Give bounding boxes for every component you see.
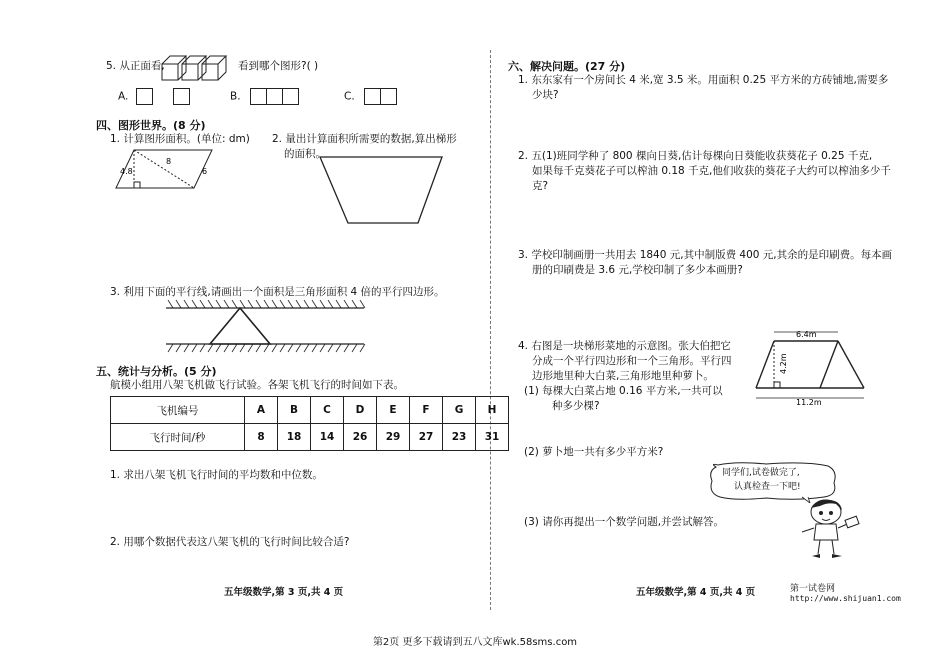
s4-q2-line2: 的面积。 (284, 148, 326, 160)
s6-q2-line1: 2. 五(1)班同学种了 800 棵向日葵,估计每棵向日葵能收获葵花子 0.25 千克, (518, 150, 873, 162)
s4-q1: 1. 计算图形面积。(单位: dm) (110, 133, 250, 145)
q5-suffix: 看到哪个图形?( ) (238, 60, 319, 72)
square-icon (136, 88, 153, 105)
para-side-label: 8 (166, 157, 172, 166)
time-cell: 27 (410, 424, 443, 451)
s6-q4-line3: 边形地里种大白菜,三角形地里种萝卜。 (532, 370, 714, 382)
s6-q2-line2: 如果每千克葵花子可以榨油 0.18 千克,他们收获的葵花子大约可以榨油多少千 (532, 165, 891, 177)
s6-q4-sub3: (3) 请你再提出一个数学问题,并尝试解答。 (524, 516, 725, 528)
plane-cell: D (344, 397, 377, 424)
page-divider (490, 50, 492, 610)
flight-time-table (110, 396, 509, 451)
trap-bottom-label: 11.2m (796, 398, 822, 406)
s6-q4-sub1-line2: 种多少棵? (552, 400, 600, 412)
plane-cell: G (443, 397, 476, 424)
s5-intro: 航模小组用八架飞机做飞行试验。各架飞机飞行的时间如下表。 (110, 379, 404, 391)
s4-q2-line1: 2. 量出计算面积所需要的数据,算出梯形 (272, 133, 457, 145)
left-page-footer: 五年级数学,第 3 页,共 4 页 (224, 587, 344, 598)
s6-q2-line3: 克? (532, 180, 549, 192)
option-c-label: C. (344, 90, 355, 103)
section6-title: 六、解决问题。(27 分) (508, 60, 626, 73)
time-cell: 23 (443, 424, 476, 451)
square-icon (282, 88, 299, 105)
parallel-lines-figure (166, 300, 366, 360)
cartoon-student-icon (792, 496, 864, 562)
option-a-label: A. (118, 90, 129, 103)
plane-cell: F (410, 397, 443, 424)
q5-option-a[interactable] (118, 88, 189, 105)
section5-title: 五、统计与分析。(5 分) (96, 365, 217, 378)
para-height-label: 4.8 (120, 167, 133, 176)
site-name: 第一试卷网 (790, 584, 836, 594)
q5-option-c[interactable] (344, 88, 396, 105)
time-cell: 8 (245, 424, 278, 451)
plane-cell: H (476, 397, 509, 424)
time-cell: 29 (377, 424, 410, 451)
s6-q4-line1: 4. 右图是一块梯形菜地的示意图。张大伯把它 (518, 340, 731, 352)
time-cell: 14 (311, 424, 344, 451)
s4-q3: 3. 利用下面的平行线,请画出一个面积是三角形面积 4 倍的平行四边形。 (110, 286, 445, 298)
table-row (111, 424, 509, 451)
site-url-link[interactable]: http://www.shijuan1.com (790, 594, 901, 603)
s6-q1-line2: 少块? (532, 89, 559, 101)
s6-q3-line1: 3. 学校印制画册一共用去 1840 元,其中制版费 400 元,其余的是印刷费。每本画 (518, 249, 893, 261)
q5-prefix: 5. 从正面看, (106, 60, 165, 72)
time-cell: 26 (344, 424, 377, 451)
plane-cell: C (311, 397, 344, 424)
para-base-label: 6 (202, 167, 208, 176)
s5-q1: 1. 求出八架飞机飞行时间的平均数和中位数。 (110, 469, 323, 481)
time-cell: 31 (476, 424, 509, 451)
plane-cell: A (245, 397, 278, 424)
trapezoid-figure (318, 155, 448, 227)
bubble-line1: 同学们,试卷做完了, (722, 468, 800, 478)
trap-height-label: 4.2m (779, 353, 788, 374)
trapezoid-plot-figure (742, 326, 876, 406)
parallelogram-figure (108, 146, 218, 194)
cubes-figure (158, 50, 228, 86)
square-icon (173, 88, 190, 105)
right-page-footer: 五年级数学,第 4 页,共 4 页 (636, 587, 756, 598)
table-row (111, 397, 509, 424)
s5-q2: 2. 用哪个数据代表这八架飞机的飞行时间比较合适? (110, 536, 350, 548)
plane-cell: B (278, 397, 311, 424)
s6-q3-line2: 册的印刷费是 3.6 元,学校印制了多少本画册? (532, 264, 743, 276)
square-icon (380, 88, 397, 105)
bubble-line2: 认真检查一下吧! (734, 482, 801, 492)
section4-title: 四、图形世界。(8 分) (96, 119, 206, 132)
bottom-banner[interactable]: 第2页 更多下载请到五八文库wk.58sms.com (372, 637, 578, 648)
square-icon (250, 88, 267, 105)
row-header-plane: 飞机编号 (111, 397, 245, 424)
square-icon (266, 88, 283, 105)
s6-q1-line1: 1. 东东家有一个房间长 4 米,宽 3.5 米。用面积 0.25 平方米的方砖铺地,需要多 (518, 74, 889, 86)
plane-cell: E (377, 397, 410, 424)
q5-option-b[interactable] (230, 88, 298, 105)
option-b-label: B. (230, 90, 241, 103)
square-icon (364, 88, 381, 105)
trap-top-label: 6.4m (796, 330, 817, 339)
row-header-time: 飞行时间/秒 (111, 424, 245, 451)
s6-q4-line2: 分成一个平行四边形和一个三角形。平行四 (532, 355, 732, 367)
time-cell: 18 (278, 424, 311, 451)
s6-q4-sub2: (2) 萝卜地一共有多少平方米? (524, 446, 664, 458)
s6-q4-sub1-line1: (1) 每棵大白菜占地 0.16 平方米,一共可以 (524, 385, 723, 397)
